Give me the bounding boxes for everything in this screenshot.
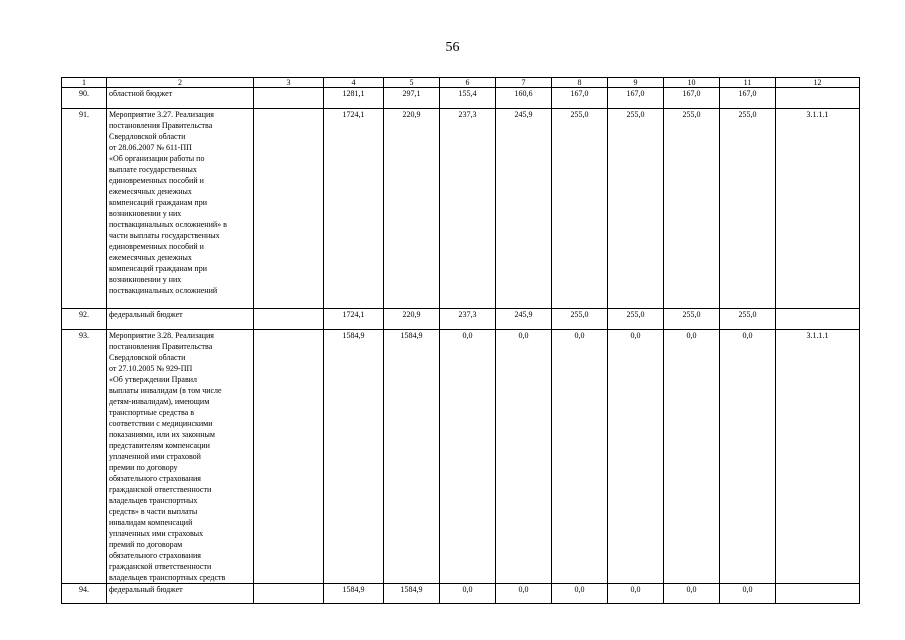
value-cell: 0,0 xyxy=(664,584,720,604)
row-code xyxy=(776,309,860,330)
table-row xyxy=(62,330,860,584)
row-col3 xyxy=(254,309,324,330)
table-row xyxy=(62,109,860,309)
row-number: 94. xyxy=(62,584,107,604)
value-cell: 0,0 xyxy=(496,584,552,604)
row-description: Мероприятие 3.27. Реализация постановления Правительства Свердловской области от 28.06.2007 № 611-ПП «Об организации работы по выплате государственных единовременных пособий и ежемесячных денежных компенсаций гражданам при возникновении у них поствакцинальных осложнений» в части выплаты государственных единовременных пособий и ежемесячных денежных компенсаций гражданам при возникновении у них поствакцинальных осложнений xyxy=(107,109,254,309)
row-code: 3.1.1.1 xyxy=(776,330,860,584)
value-cell: 167,0 xyxy=(664,88,720,109)
value-cell: 245,9 xyxy=(496,109,552,309)
row-number: 92. xyxy=(62,309,107,330)
row-col3 xyxy=(254,88,324,109)
value-cell: 255,0 xyxy=(608,309,664,330)
value-cell: 245,9 xyxy=(496,309,552,330)
table-row xyxy=(62,584,860,604)
value-cell: 237,3 xyxy=(440,109,496,309)
value-cell: 0,0 xyxy=(720,584,776,604)
row-number: 90. xyxy=(62,88,107,109)
value-cell: 220,9 xyxy=(384,309,440,330)
value-cell: 220,9 xyxy=(384,109,440,309)
header-cell: 9 xyxy=(608,78,664,88)
header-cell: 8 xyxy=(552,78,608,88)
row-description: областной бюджет xyxy=(107,88,254,109)
header-cell: 12 xyxy=(776,78,860,88)
row-code xyxy=(776,584,860,604)
row-description: Мероприятие 3.28. Реализация постановления Правительства Свердловской области от 27.10.2005 № 929-ПП «Об утверждении Правил выплаты инвалидам (в том числе детям-инвалидам), имеющим транспортные средства в соответствии с медицинскими показаниями, или их законным представителям компенсации уплаченной ими страховой премии по договору обязательного страхования гражданской ответственности владельцев транспортных средств» в части выплаты инвалидам компенсаций уплаченных ими страховых премий по договорам обязательного страхования гражданской ответственности владельцев транспортных средств xyxy=(107,330,254,584)
row-description: федеральный бюджет xyxy=(107,309,254,330)
value-cell: 0,0 xyxy=(440,584,496,604)
header-cell: 11 xyxy=(720,78,776,88)
value-cell: 255,0 xyxy=(664,109,720,309)
value-cell: 1724,1 xyxy=(324,109,384,309)
value-cell: 255,0 xyxy=(720,109,776,309)
value-cell: 1724,1 xyxy=(324,309,384,330)
value-cell: 0,0 xyxy=(496,330,552,584)
budget-table xyxy=(61,77,860,604)
row-code xyxy=(776,88,860,109)
header-cell: 6 xyxy=(440,78,496,88)
value-cell: 0,0 xyxy=(608,330,664,584)
row-col3 xyxy=(254,584,324,604)
value-cell: 0,0 xyxy=(552,330,608,584)
header-cell: 2 xyxy=(107,78,254,88)
header-cell: 3 xyxy=(254,78,324,88)
value-cell: 1584,9 xyxy=(384,330,440,584)
table-row xyxy=(62,309,860,330)
page-number: 56 xyxy=(445,40,460,55)
table-row xyxy=(62,88,860,109)
row-number: 93. xyxy=(62,330,107,584)
value-cell: 0,0 xyxy=(720,330,776,584)
value-cell: 0,0 xyxy=(664,330,720,584)
value-cell: 0,0 xyxy=(608,584,664,604)
row-code: 3.1.1.1 xyxy=(776,109,860,309)
value-cell: 237,3 xyxy=(440,309,496,330)
header-cell: 10 xyxy=(664,78,720,88)
row-description: федеральный бюджет xyxy=(107,584,254,604)
value-cell: 167,0 xyxy=(608,88,664,109)
row-col3 xyxy=(254,109,324,309)
header-cell: 1 xyxy=(62,78,107,88)
value-cell: 255,0 xyxy=(552,109,608,309)
value-cell: 160,6 xyxy=(496,88,552,109)
row-col3 xyxy=(254,330,324,584)
value-cell: 167,0 xyxy=(720,88,776,109)
value-cell: 1281,1 xyxy=(324,88,384,109)
value-cell: 255,0 xyxy=(720,309,776,330)
value-cell: 255,0 xyxy=(608,109,664,309)
value-cell: 0,0 xyxy=(552,584,608,604)
value-cell: 1584,9 xyxy=(384,584,440,604)
header-cell: 4 xyxy=(324,78,384,88)
header-cell: 5 xyxy=(384,78,440,88)
value-cell: 297,1 xyxy=(384,88,440,109)
header-row xyxy=(62,78,860,88)
value-cell: 167,0 xyxy=(552,88,608,109)
header-cell: 7 xyxy=(496,78,552,88)
value-cell: 0,0 xyxy=(440,330,496,584)
value-cell: 155,4 xyxy=(440,88,496,109)
value-cell: 1584,9 xyxy=(324,584,384,604)
value-cell: 255,0 xyxy=(552,309,608,330)
value-cell: 1584,9 xyxy=(324,330,384,584)
row-number: 91. xyxy=(62,109,107,309)
value-cell: 255,0 xyxy=(664,309,720,330)
